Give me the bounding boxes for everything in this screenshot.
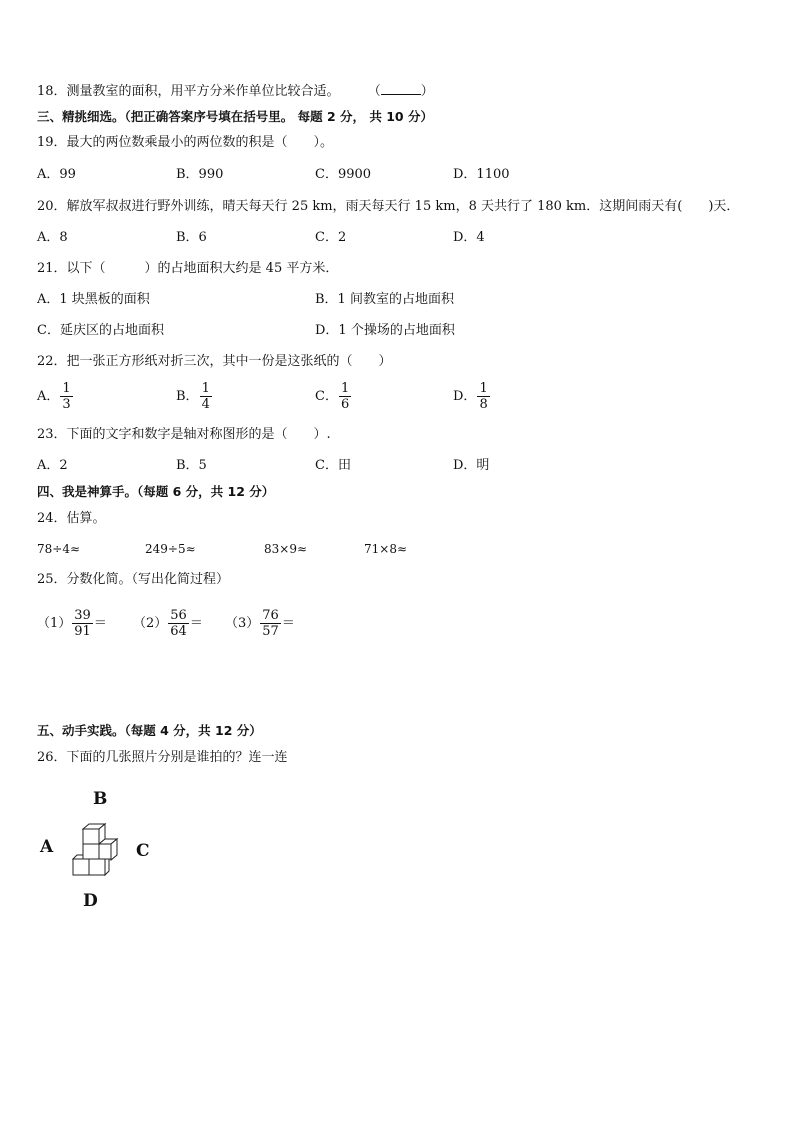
viewpoint-label-b: B	[93, 789, 108, 809]
fraction: $\frac{39}{91}$	[74, 608, 91, 639]
q23-option-b[interactable]: B．5	[176, 458, 207, 473]
fraction: $\frac{1}{4}$	[201, 381, 210, 412]
q22-option-d[interactable]: D． $\frac{1}{8}$	[453, 381, 488, 412]
question-26: 26．下面的几张照片分别是谁拍的？连一连	[37, 750, 288, 765]
q20-option-d[interactable]: D．4	[453, 230, 485, 245]
q21-option-d[interactable]: D．1 个操场的占地面积	[315, 323, 455, 338]
q22-option-b[interactable]: B． $\frac{1}{4}$	[176, 381, 210, 412]
q23-option-d[interactable]: D．明	[453, 458, 490, 473]
question-18-text: 18．测量教室的面积，用平方分米作单位比较合适。	[37, 84, 340, 99]
fraction: $\frac{1}{8}$	[479, 381, 488, 412]
q23-option-a[interactable]: A．2	[37, 458, 68, 473]
question-19: 19．最大的两位数乘最小的两位数的积是（ ）。	[37, 135, 334, 150]
q23-option-c[interactable]: C．田	[315, 458, 351, 473]
q21-option-b[interactable]: B．1 间教室的占地面积	[315, 292, 454, 307]
section-3-title: 三、精挑细选。（把正确答案序号填在括号里。 每题 2 分， 共 10 分）	[37, 109, 433, 124]
q19-option-c[interactable]: C．9900	[315, 167, 372, 182]
simplify-item: （1） $\frac{39}{91}$ ＝	[37, 608, 107, 639]
answer-paren: （ ）	[367, 84, 434, 99]
estimate-item: 249÷5≈	[145, 542, 196, 556]
answer-blank[interactable]	[381, 82, 421, 95]
estimate-item: 78÷4≈	[37, 542, 81, 556]
q20-option-a[interactable]: A．8	[37, 230, 68, 245]
stacked-cubes-figure	[70, 822, 130, 882]
q19-option-a[interactable]: A．99	[37, 167, 76, 182]
section-4-title: 四、我是神算手。（每题 6 分，共 12 分）	[37, 484, 275, 499]
q20-option-c[interactable]: C．2	[315, 230, 347, 245]
q19-option-b[interactable]: B．990	[176, 167, 224, 182]
question-20: 20．解放军叔叔进行野外训练，晴天每天行 25 km，雨天每天行 15 km，8 天共行了 180 km．这期间雨天有( )天．	[37, 199, 740, 214]
q19-option-d[interactable]: D．1100	[453, 167, 510, 182]
viewpoint-label-c: C	[136, 841, 150, 861]
question-18	[37, 82, 434, 101]
question-23: 23．下面的文字和数字是轴对称图形的是（ ）.	[37, 427, 331, 442]
estimate-item: 71×8≈	[364, 542, 408, 556]
viewpoint-label-d: D	[83, 891, 98, 911]
q20-option-b[interactable]: B．6	[176, 230, 207, 245]
viewpoint-label-a: A	[40, 837, 54, 857]
fraction: $\frac{76}{57}$	[262, 608, 279, 639]
q21-option-a[interactable]: A．1 块黑板的面积	[37, 292, 150, 307]
q22-option-c[interactable]: C． $\frac{1}{6}$	[315, 381, 350, 412]
estimate-item: 83×9≈	[264, 542, 308, 556]
fraction: $\frac{1}{3}$	[62, 381, 71, 412]
q22-option-a[interactable]: A． $\frac{1}{3}$	[37, 381, 71, 412]
section-5-title: 五、动手实践。（每题 4 分，共 12 分）	[37, 723, 262, 738]
question-22: 22．把一张正方形纸对折三次，其中一份是这张纸的（ ）	[37, 354, 392, 369]
question-21: 21．以下（ ）的占地面积大约是 45 平方米．	[37, 261, 339, 276]
question-24: 24．估算。	[37, 511, 106, 526]
question-25: 25．分数化简。（写出化简过程）	[37, 572, 230, 587]
simplify-item: （3） $\frac{76}{57}$ ＝	[225, 608, 295, 639]
fraction: $\frac{1}{6}$	[340, 381, 350, 412]
fraction: $\frac{56}{64}$	[170, 608, 187, 639]
simplify-item: （2） $\frac{56}{64}$ ＝	[133, 608, 203, 639]
q21-option-c[interactable]: C．延庆区的占地面积	[37, 323, 164, 338]
